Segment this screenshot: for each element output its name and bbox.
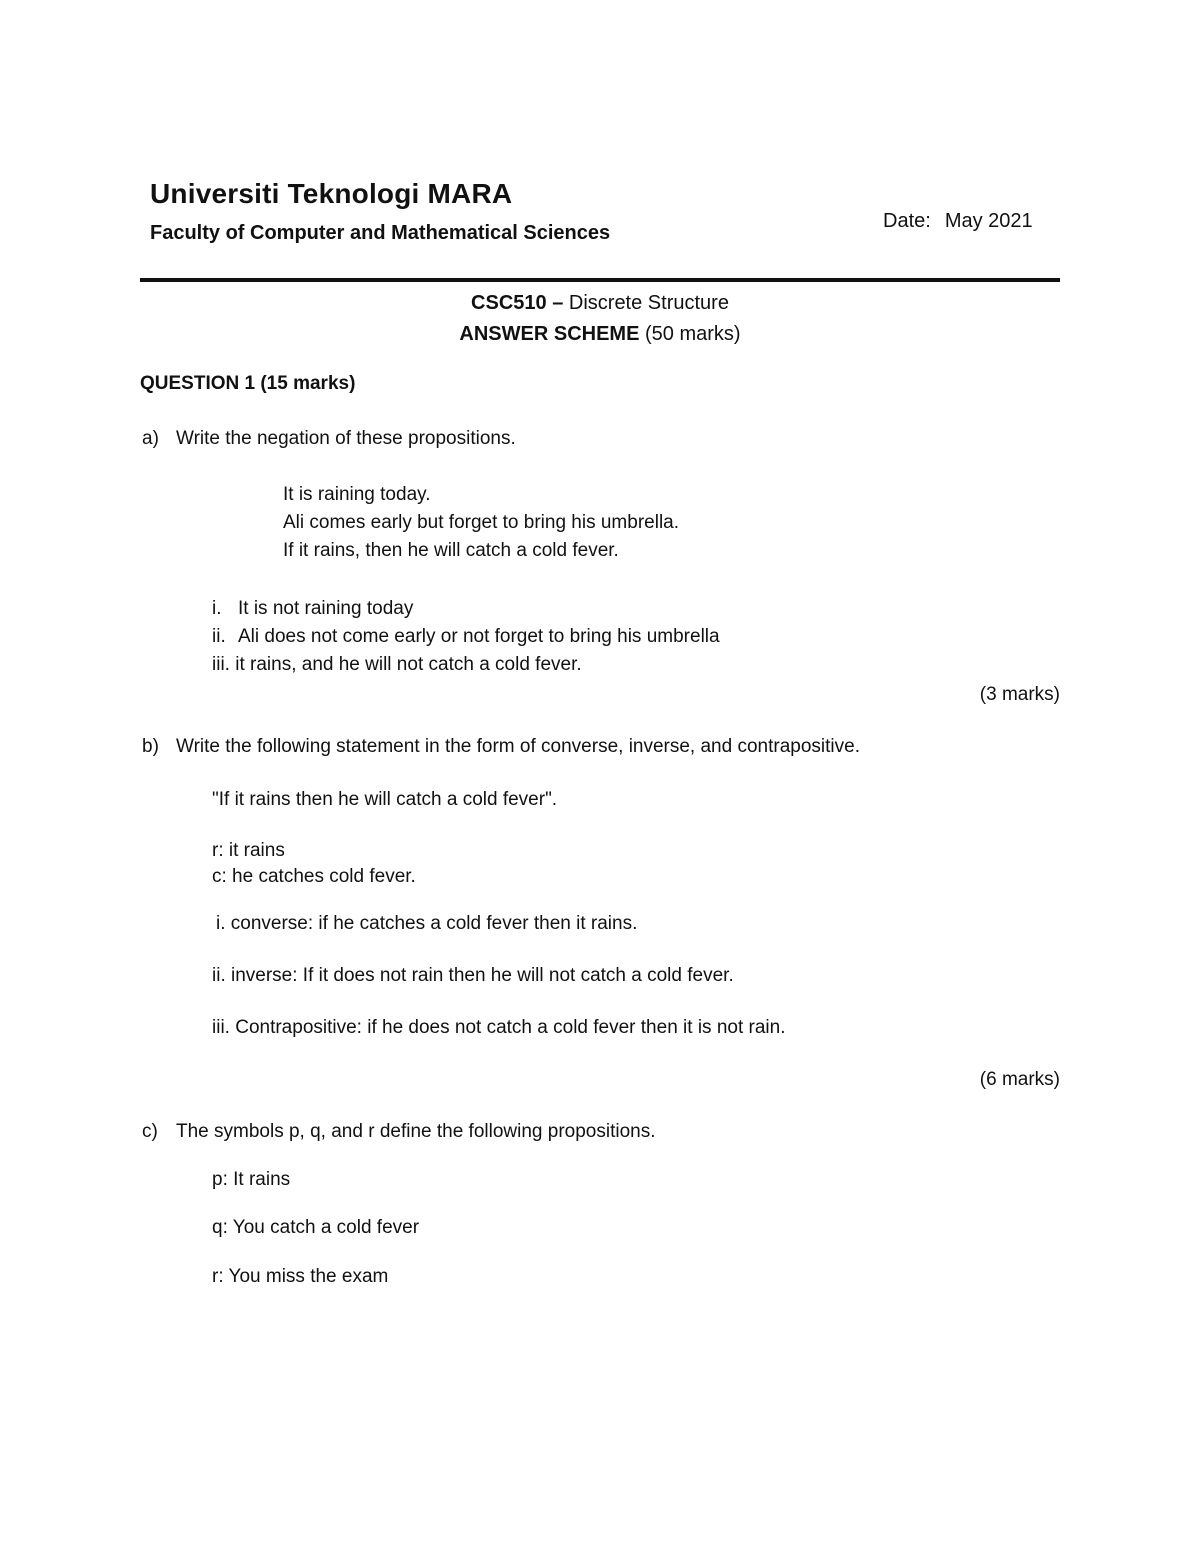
part-c-letter: c) [142, 1121, 158, 1142]
c-definition: c: he catches cold fever. [212, 866, 416, 887]
course-title [140, 292, 1060, 315]
answer-text: it rains, and he will not catch a cold fever. [235, 654, 582, 675]
answer-text: Ali does not come early or not forget to bring his umbrella [238, 626, 720, 647]
negation-answer-1 [212, 598, 413, 620]
statement-quote: "If it rains then he will catch a cold fever". [212, 789, 558, 810]
part-b-letter: b) [142, 736, 159, 757]
answer-numeral: ii. [212, 626, 226, 647]
question1-heading: QUESTION 1 (15 marks) [140, 373, 356, 394]
part-a-letter: a) [142, 428, 159, 449]
p-definition: p: It rains [212, 1169, 291, 1190]
part-a-prompt [142, 428, 516, 450]
part-a-text: Write the negation of these propositions. [176, 428, 516, 449]
header-divider [140, 278, 1060, 282]
date-line [883, 210, 1033, 233]
proposition-3: If it rains, then he will catch a cold fever. [283, 540, 619, 561]
part-b-prompt [142, 736, 860, 758]
scheme-label: ANSWER SCHEME [459, 323, 640, 345]
inverse-answer: ii. inverse: If it does not rain then he will not catch a cold fever. [212, 965, 734, 986]
part-b-text: Write the following statement in the form of converse, inverse, and contrapositive. [176, 736, 860, 757]
part-b-marks: (6 marks) [979, 1069, 1060, 1090]
scheme-marks: (50 marks) [645, 323, 741, 345]
university-title: Universiti Teknologi MARA [150, 178, 513, 209]
q-definition: q: You catch a cold fever [212, 1217, 420, 1238]
r-definition-c: r: You miss the exam [212, 1266, 389, 1287]
negation-answer-2 [212, 626, 720, 648]
answer-numeral: i. [212, 598, 222, 619]
negation-answer-3 [212, 654, 582, 676]
part-a-marks: (3 marks) [979, 684, 1060, 705]
course-code: CSC510 – [471, 292, 564, 314]
course-name: Discrete Structure [568, 292, 729, 314]
answer-numeral: iii. [212, 654, 230, 675]
date-value: May 2021 [944, 210, 1033, 232]
part-c-prompt [142, 1121, 656, 1143]
faculty-name: Faculty of Computer and Mathematical Sciences [150, 222, 611, 244]
part-c-text: The symbols p, q, and r define the following propositions. [176, 1121, 656, 1142]
date-label: Date: [883, 210, 931, 232]
r-definition: r: it rains [212, 840, 285, 861]
contrapositive-answer: iii. Contrapositive: if he does not catch a cold fever then it is not rain. [212, 1017, 786, 1038]
proposition-2: Ali comes early but forget to bring his umbrella. [283, 512, 680, 533]
answer-scheme-title [140, 323, 1060, 346]
converse-answer: i. converse: if he catches a cold fever then it rains. [216, 913, 638, 934]
proposition-1: It is raining today. [283, 484, 431, 505]
answer-text: It is not raining today [238, 598, 414, 619]
